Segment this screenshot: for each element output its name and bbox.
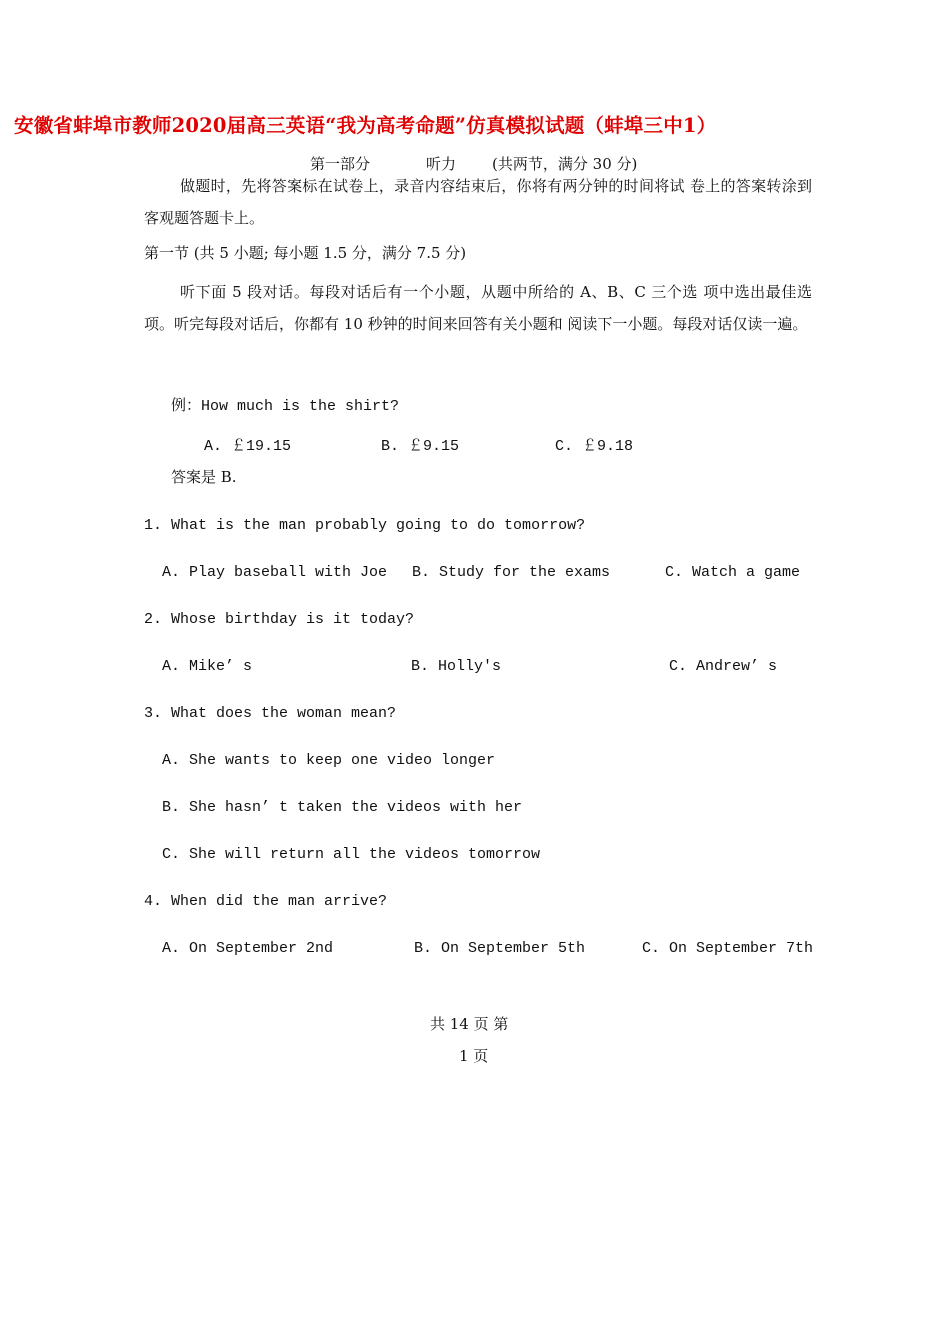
question-2-option-c: C. Andrew’ s <box>669 658 778 675</box>
question-4-option-a: A. On September 2nd <box>162 940 334 957</box>
question-3-option-c: C. She will return all the videos tomorrow <box>162 846 541 863</box>
question-2-option-a: A. Mike’ s <box>162 658 253 675</box>
section-instructions: 听下面 5 段对话。每段对话后有一个小题，从题中所给的 A、B、C 三个选 项中选出最佳选项。听完每段对话后，你都有 10 秒钟的时间来回答有关小题和 阅读下一小题。每段对话仅读一遍。 <box>144 283 812 333</box>
example-option-b: B. ￡9.15 <box>381 438 460 455</box>
part-note: (共两节，满分 30 分) <box>492 155 638 173</box>
question-4-option-c: C. On September 7th <box>642 940 814 957</box>
page-footer-line-2: 1 页 <box>459 1047 489 1065</box>
example-option-a: A. ￡19.15 <box>204 438 292 455</box>
example-question: 例：How much is the shirt? <box>171 398 400 415</box>
page-footer-line-1: 共 14 页 第 <box>430 1015 509 1033</box>
document-title: 安徽省蚌埠市教师2020届高三英语“我为高考命题”仿真模拟试题（蚌埠三中1） <box>14 114 717 137</box>
question-3-option-a: A. She wants to keep one video longer <box>162 752 496 769</box>
question-2-option-b: B. Holly's <box>411 658 502 675</box>
question-4: 4. When did the man arrive? <box>144 893 388 910</box>
question-1-option-b: B. Study for the exams <box>412 564 611 581</box>
question-3-option-b: B. She hasn’ t taken the videos with her <box>162 799 523 816</box>
instructions-paragraph: 做题时，先将答案标在试卷上，录音内容结束后，你将有两分钟的时间将试 卷上的答案转涂到客观题答题卡上。 <box>144 177 812 227</box>
question-1-option-c: C. Watch a game <box>665 564 801 581</box>
question-2: 2. Whose birthday is it today? <box>144 611 415 628</box>
question-1-option-a: A. Play baseball with Joe <box>162 564 388 581</box>
example-option-c: C. ￡9.18 <box>555 438 634 455</box>
part-label: 第一部分 <box>310 155 371 173</box>
example-answer: 答案是 B. <box>171 468 237 486</box>
question-1: 1. What is the man probably going to do tomorrow? <box>144 517 586 534</box>
section-heading: 第一节 (共 5 小题; 每小题 1.5 分，满分 7.5 分) <box>144 244 467 262</box>
question-3: 3. What does the woman mean? <box>144 705 397 722</box>
question-4-option-b: B. On September 5th <box>414 940 586 957</box>
part-name: 听力 <box>426 155 457 173</box>
